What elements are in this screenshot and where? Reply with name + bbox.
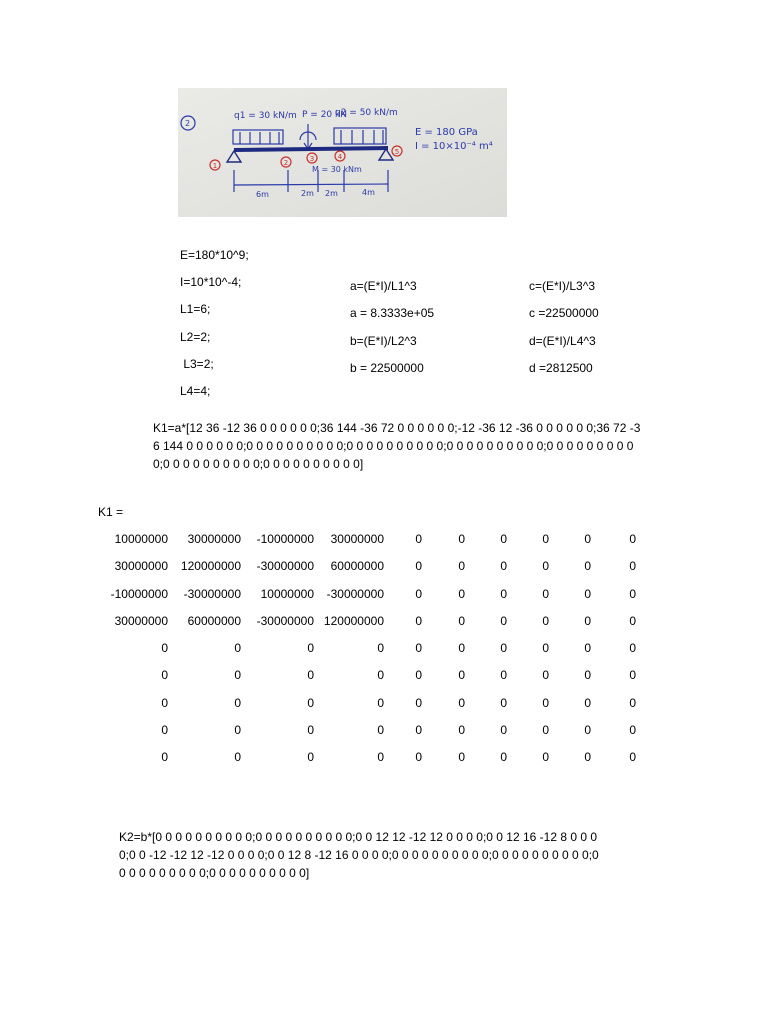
input-l1: L1=6; (180, 302, 211, 316)
k1-matrix-row (96, 668, 656, 695)
k1-matrix-cell: 0 (307, 750, 314, 765)
k1-matrix-cell: -30000000 (256, 613, 314, 628)
k1-matrix-cell: 0 (161, 668, 168, 683)
input-l4: L4=4; (180, 384, 211, 398)
k1-matrix-cell: 0 (500, 532, 507, 546)
k1-matrix-row (96, 750, 656, 777)
k1-matrix-cell: 120000000 (323, 613, 384, 628)
input-l2: L2=2; (180, 330, 211, 344)
k2-definition: K2=b*[0 0 0 0 0 0 0 0 0 0;0 0 0 0 0 0 0 0 0 0;0 0 12 12 -12 12 0 0 0 0;0 0 12 16 -12 8 0 0 0 0;0 0 -12 -12 12 -12 0 0 0 0;0 0 12 8 -12 16 0 0 0 0;0 0 0 0 0 0 0 0 0 0;0 0 0 0 0 0 0 0 0 0;0 0 0 0 0 0 0 0 0 0;0 0 0 0 0 0 0 0 0 0] (119, 830, 599, 880)
k1-matrix-cell: 0 (161, 641, 168, 656)
k1-matrix-cell: 10000000 (260, 586, 314, 601)
k1-matrix-cell: 0 (542, 586, 549, 601)
k1-matrix-cell: 0 (307, 641, 314, 656)
k1-matrix-cell: 0 (542, 695, 549, 710)
k1-matrix-cell: -30000000 (256, 559, 314, 574)
k1-matrix-cell: 0 (542, 723, 549, 738)
k1-matrix-cell: 0 (629, 586, 636, 601)
k1-matrix-cell: 0 (415, 559, 422, 574)
formula-b: b=(E*I)/L2^3 (350, 334, 417, 348)
k1-matrix-cell: 0 (458, 695, 465, 710)
k1-matrix-cell: 0 (458, 668, 465, 683)
k1-matrix-cell: 0 (234, 750, 241, 765)
k1-matrix-cell: 0 (415, 586, 422, 601)
k1-matrix-cell: 10000000 (114, 532, 168, 546)
k1-matrix-cell: 0 (500, 668, 507, 683)
k1-matrix-cell: 0 (584, 586, 591, 601)
k1-matrix-cell: 0 (458, 586, 465, 601)
k1-matrix (96, 532, 656, 778)
k1-matrix-cell: 0 (161, 723, 168, 738)
k1-matrix-cell: 0 (415, 668, 422, 683)
k1-matrix-cell: 0 (500, 641, 507, 656)
k1-matrix-cell: 0 (377, 723, 384, 738)
k1-matrix-cell: 0 (234, 668, 241, 683)
k1-matrix-cell: 0 (584, 559, 591, 574)
result-a: a = 8.3333e+05 (350, 306, 435, 320)
i-label: I = 10×10⁻⁴ m⁴ (415, 141, 493, 152)
beam-line (234, 148, 388, 150)
k1-matrix-row (96, 587, 656, 614)
k1-matrix-cell: 0 (500, 695, 507, 710)
k1-matrix-cell: 0 (234, 723, 241, 738)
k1-matrix-cell: 0 (161, 695, 168, 710)
k1-matrix-cell: 120000000 (180, 559, 241, 574)
k1-matrix-cell: 0 (584, 695, 591, 710)
k1-matrix-cell: 0 (415, 641, 422, 656)
k1-matrix-cell: 0 (234, 695, 241, 710)
k1-matrix-cell: 0 (415, 532, 422, 546)
k1-matrix-cell: 0 (629, 668, 636, 683)
k1-matrix-cell: 0 (377, 695, 384, 710)
e-label: E = 180 GPa (415, 127, 478, 138)
k1-matrix-cell: 0 (415, 750, 422, 765)
k1-matrix-cell: 0 (584, 613, 591, 628)
k1-matrix-cell: 0 (584, 723, 591, 738)
k1-matrix-cell: 0 (458, 723, 465, 738)
k1-matrix-cell: 0 (377, 750, 384, 765)
k1-matrix-cell: 0 (542, 532, 549, 546)
node-1: 1 (212, 162, 218, 170)
q2-label: q2 = 50 kN/m (335, 108, 398, 118)
k1-matrix-row (96, 559, 656, 586)
k1-matrix-cell: 0 (415, 695, 422, 710)
dim-4m: 4m (362, 188, 375, 197)
node-2: 2 (283, 159, 289, 167)
k1-matrix-cell: 0 (458, 750, 465, 765)
beam-sketch (178, 88, 507, 217)
dim-2m-b: 2m (325, 189, 338, 198)
p-label: P = 20 kN (302, 110, 347, 120)
k1-matrix-row (96, 723, 656, 750)
k1-matrix-cell: 0 (584, 750, 591, 765)
k1-matrix-row (96, 641, 656, 668)
result-b: b = 22500000 (350, 361, 424, 375)
formula-d: d=(E*I)/L4^3 (529, 334, 596, 348)
k1-matrix-cell: 0 (629, 613, 636, 628)
k1-matrix-row (96, 614, 656, 641)
k1-matrix-cell: 0 (542, 613, 549, 628)
k1-matrix-cell: 0 (415, 613, 422, 628)
k1-matrix-cell: 0 (458, 559, 465, 574)
k1-matrix-cell: 0 (377, 641, 384, 656)
k1-matrix-cell: 0 (458, 532, 465, 546)
k1-matrix-cell: 0 (629, 559, 636, 574)
k1-matrix-cell: -30000000 (183, 586, 241, 601)
k1-matrix-cell: 0 (584, 532, 591, 546)
q1-label: q1 = 30 kN/m (234, 111, 297, 121)
k1-matrix-cell: 0 (234, 641, 241, 656)
dim-2m-a: 2m (301, 189, 314, 198)
k1-matrix-cell: 0 (500, 613, 507, 628)
k1-matrix-cell: 0 (500, 723, 507, 738)
k1-matrix-cell: 0 (584, 641, 591, 656)
node-3: 3 (309, 155, 315, 163)
k1-matrix-cell: 0 (629, 723, 636, 738)
k1-label: K1 = (98, 505, 124, 519)
k1-matrix-cell: 0 (500, 750, 507, 765)
k1-matrix-cell: 0 (377, 668, 384, 683)
result-d: d =2812500 (529, 361, 593, 375)
k1-matrix-cell: 30000000 (330, 532, 384, 546)
k1-matrix-cell: 0 (307, 723, 314, 738)
k1-matrix-cell: -10000000 (256, 532, 314, 546)
k1-matrix-cell: 0 (307, 695, 314, 710)
k1-matrix-row (96, 532, 656, 559)
k1-matrix-cell: -10000000 (110, 586, 168, 601)
m-label: M = 30 kNm (312, 165, 362, 174)
node-4: 4 (337, 153, 343, 161)
k1-matrix-cell: 60000000 (187, 613, 241, 628)
k1-matrix-cell: 0 (584, 668, 591, 683)
k1-matrix-cell: 0 (500, 559, 507, 574)
k1-matrix-cell: 0 (542, 559, 549, 574)
k1-matrix-cell: 0 (629, 750, 636, 765)
k1-matrix-cell: 30000000 (114, 559, 168, 574)
k1-matrix-cell: 0 (542, 641, 549, 656)
k1-matrix-cell: 0 (629, 532, 636, 546)
k1-matrix-cell: 0 (415, 723, 422, 738)
k1-matrix-cell: 30000000 (114, 613, 168, 628)
k1-matrix-cell: 0 (458, 641, 465, 656)
input-e: E=180*10^9; (180, 248, 249, 262)
node-5: 5 (394, 148, 400, 156)
k1-matrix-cell: 0 (542, 668, 549, 683)
dim-6m: 6m (256, 190, 269, 199)
k1-matrix-row (96, 696, 656, 723)
formula-a: a=(E*I)/L1^3 (350, 279, 417, 293)
k1-definition: K1=a*[12 36 -12 36 0 0 0 0 0 0;36 144 -36 72 0 0 0 0 0 0;-12 -36 12 -36 0 0 0 0 0 0;36 72 -36 144 0 0 0 0 0 0;0 0 0 0 0 0 0 0 0 0;0 0 0 0 0 0 0 0 0 0;0 0 0 0 0 0 0 0 0 0;0 0 0 0 0 0 0 0 0 0;0 0 0 0 0 0 0 0 0 0;0 0 0 0 0 0 0 0 0 0] (153, 421, 641, 471)
k1-matrix-cell: 0 (161, 750, 168, 765)
k1-matrix-cell: 0 (458, 613, 465, 628)
beam-sketch-photo (178, 88, 507, 217)
k1-matrix-cell: 30000000 (187, 532, 241, 546)
formula-c: c=(E*I)/L3^3 (529, 279, 595, 293)
k1-matrix-cell: 0 (629, 695, 636, 710)
input-i: I=10*10^-4; (180, 275, 242, 289)
problem-number: 2 (185, 119, 191, 128)
k1-matrix-cell: 60000000 (330, 559, 384, 574)
k1-matrix-cell: 0 (542, 750, 549, 765)
k1-matrix-cell: 0 (500, 586, 507, 601)
k1-matrix-cell: -30000000 (326, 586, 384, 601)
k1-matrix-cell: 0 (629, 641, 636, 656)
k1-matrix-cell: 0 (307, 668, 314, 683)
result-c: c =22500000 (529, 306, 599, 320)
input-l3: L3=2; (180, 357, 214, 371)
